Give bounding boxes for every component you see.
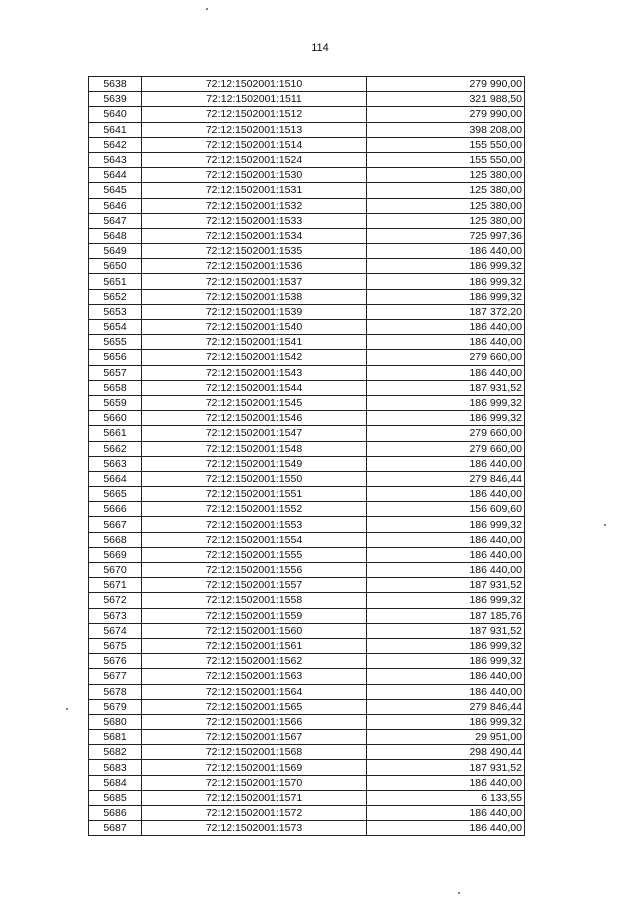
- row-number: 5668: [89, 532, 142, 547]
- cadastral-value-table: [88, 76, 525, 836]
- cadastral-value: 186 440,00: [367, 563, 525, 578]
- table-row: [89, 821, 525, 836]
- cadastral-number: 72:12:1502001:1544: [142, 380, 367, 395]
- table-row: [89, 578, 525, 593]
- cadastral-value: 156 609,60: [367, 502, 525, 517]
- row-number: 5661: [89, 426, 142, 441]
- table-row: [89, 654, 525, 669]
- cadastral-number: 72:12:1502001:1569: [142, 760, 367, 775]
- table-row: [89, 790, 525, 805]
- table-row: [89, 532, 525, 547]
- cadastral-number: 72:12:1502001:1570: [142, 775, 367, 790]
- cadastral-number: 72:12:1502001:1566: [142, 714, 367, 729]
- cadastral-value: 186 440,00: [367, 320, 525, 335]
- table-row: [89, 395, 525, 410]
- cadastral-number: 72:12:1502001:1558: [142, 593, 367, 608]
- cadastral-value: 186 440,00: [367, 775, 525, 790]
- cadastral-value: 6 133,55: [367, 790, 525, 805]
- cadastral-value: 279 660,00: [367, 350, 525, 365]
- table-row: [89, 335, 525, 350]
- table-row: [89, 745, 525, 760]
- cadastral-value: 186 999,32: [367, 654, 525, 669]
- cadastral-value: 279 846,44: [367, 471, 525, 486]
- cadastral-value: 187 931,52: [367, 380, 525, 395]
- cadastral-value: 186 999,32: [367, 411, 525, 426]
- cadastral-number: 72:12:1502001:1573: [142, 821, 367, 836]
- cadastral-value: 125 380,00: [367, 168, 525, 183]
- cadastral-value: 186 999,32: [367, 517, 525, 532]
- table-row: [89, 730, 525, 745]
- row-number: 5681: [89, 730, 142, 745]
- table-row: [89, 623, 525, 638]
- table-row: [89, 760, 525, 775]
- table-body: [89, 77, 525, 836]
- row-number: 5643: [89, 152, 142, 167]
- cadastral-value: 155 550,00: [367, 152, 525, 167]
- table-row: [89, 77, 525, 92]
- cadastral-value: 125 380,00: [367, 213, 525, 228]
- table-row: [89, 304, 525, 319]
- cadastral-number: 72:12:1502001:1553: [142, 517, 367, 532]
- table-row: [89, 487, 525, 502]
- row-number: 5673: [89, 608, 142, 623]
- table-row: [89, 380, 525, 395]
- cadastral-number: 72:12:1502001:1572: [142, 806, 367, 821]
- table-row: [89, 669, 525, 684]
- cadastral-value: 298 490,44: [367, 745, 525, 760]
- cadastral-number: 72:12:1502001:1555: [142, 547, 367, 562]
- row-number: 5671: [89, 578, 142, 593]
- row-number: 5678: [89, 684, 142, 699]
- cadastral-number: 72:12:1502001:1562: [142, 654, 367, 669]
- cadastral-value: 187 931,52: [367, 623, 525, 638]
- cadastral-value: 186 440,00: [367, 456, 525, 471]
- table-row: [89, 441, 525, 456]
- table-row: [89, 806, 525, 821]
- table-row: [89, 244, 525, 259]
- row-number: 5682: [89, 745, 142, 760]
- scan-speck: [604, 524, 606, 526]
- table-row: [89, 122, 525, 137]
- cadastral-number: 72:12:1502001:1533: [142, 213, 367, 228]
- row-number: 5677: [89, 669, 142, 684]
- cadastral-value: 186 440,00: [367, 821, 525, 836]
- cadastral-number: 72:12:1502001:1554: [142, 532, 367, 547]
- row-number: 5683: [89, 760, 142, 775]
- row-number: 5654: [89, 320, 142, 335]
- cadastral-number: 72:12:1502001:1535: [142, 244, 367, 259]
- row-number: 5659: [89, 395, 142, 410]
- cadastral-number: 72:12:1502001:1563: [142, 669, 367, 684]
- cadastral-value: 186 440,00: [367, 547, 525, 562]
- cadastral-number: 72:12:1502001:1552: [142, 502, 367, 517]
- cadastral-number: 72:12:1502001:1560: [142, 623, 367, 638]
- cadastral-number: 72:12:1502001:1532: [142, 198, 367, 213]
- cadastral-value: 321 988,50: [367, 92, 525, 107]
- cadastral-value: 187 372,20: [367, 304, 525, 319]
- row-number: 5667: [89, 517, 142, 532]
- table-row: [89, 411, 525, 426]
- row-number: 5638: [89, 77, 142, 92]
- cadastral-value: 725 997,36: [367, 228, 525, 243]
- cadastral-number: 72:12:1502001:1549: [142, 456, 367, 471]
- table-row: [89, 714, 525, 729]
- table-row: [89, 471, 525, 486]
- row-number: 5672: [89, 593, 142, 608]
- row-number: 5662: [89, 441, 142, 456]
- row-number: 5653: [89, 304, 142, 319]
- cadastral-number: 72:12:1502001:1541: [142, 335, 367, 350]
- row-number: 5656: [89, 350, 142, 365]
- cadastral-value: 29 951,00: [367, 730, 525, 745]
- cadastral-value: 187 931,52: [367, 578, 525, 593]
- row-number: 5664: [89, 471, 142, 486]
- table-row: [89, 152, 525, 167]
- cadastral-number: 72:12:1502001:1568: [142, 745, 367, 760]
- row-number: 5657: [89, 365, 142, 380]
- cadastral-number: 72:12:1502001:1524: [142, 152, 367, 167]
- cadastral-number: 72:12:1502001:1542: [142, 350, 367, 365]
- row-number: 5676: [89, 654, 142, 669]
- row-number: 5652: [89, 289, 142, 304]
- cadastral-value: 187 185,76: [367, 608, 525, 623]
- cadastral-value: 155 550,00: [367, 137, 525, 152]
- table-row: [89, 593, 525, 608]
- cadastral-number: 72:12:1502001:1547: [142, 426, 367, 441]
- cadastral-value: 187 931,52: [367, 760, 525, 775]
- cadastral-value: 279 660,00: [367, 426, 525, 441]
- cadastral-number: 72:12:1502001:1513: [142, 122, 367, 137]
- row-number: 5675: [89, 638, 142, 653]
- cadastral-number: 72:12:1502001:1571: [142, 790, 367, 805]
- cadastral-number: 72:12:1502001:1557: [142, 578, 367, 593]
- table-row: [89, 684, 525, 699]
- table-row: [89, 198, 525, 213]
- scan-speck: [206, 8, 208, 10]
- cadastral-number: 72:12:1502001:1538: [142, 289, 367, 304]
- cadastral-value: 186 999,32: [367, 638, 525, 653]
- cadastral-value: 186 440,00: [367, 532, 525, 547]
- row-number: 5686: [89, 806, 142, 821]
- cadastral-number: 72:12:1502001:1543: [142, 365, 367, 380]
- row-number: 5680: [89, 714, 142, 729]
- row-number: 5650: [89, 259, 142, 274]
- table-row: [89, 517, 525, 532]
- table-row: [89, 92, 525, 107]
- row-number: 5649: [89, 244, 142, 259]
- row-number: 5646: [89, 198, 142, 213]
- cadastral-value: 398 208,00: [367, 122, 525, 137]
- table-row: [89, 699, 525, 714]
- row-number: 5645: [89, 183, 142, 198]
- cadastral-value: 186 440,00: [367, 244, 525, 259]
- cadastral-value: 186 999,32: [367, 274, 525, 289]
- table-row: [89, 426, 525, 441]
- cadastral-value: 125 380,00: [367, 183, 525, 198]
- row-number: 5639: [89, 92, 142, 107]
- cadastral-number: 72:12:1502001:1534: [142, 228, 367, 243]
- cadastral-value: 186 999,32: [367, 289, 525, 304]
- table-row: [89, 274, 525, 289]
- row-number: 5684: [89, 775, 142, 790]
- cadastral-value: 125 380,00: [367, 198, 525, 213]
- table-row: [89, 563, 525, 578]
- cadastral-number: 72:12:1502001:1548: [142, 441, 367, 456]
- row-number: 5642: [89, 137, 142, 152]
- cadastral-value: 186 440,00: [367, 684, 525, 699]
- row-number: 5669: [89, 547, 142, 562]
- cadastral-number: 72:12:1502001:1559: [142, 608, 367, 623]
- table-row: [89, 289, 525, 304]
- row-number: 5640: [89, 107, 142, 122]
- cadastral-value: 186 440,00: [367, 335, 525, 350]
- table-row: [89, 259, 525, 274]
- row-number: 5665: [89, 487, 142, 502]
- table-row: [89, 183, 525, 198]
- cadastral-value: 279 990,00: [367, 107, 525, 122]
- row-number: 5655: [89, 335, 142, 350]
- row-number: 5647: [89, 213, 142, 228]
- page-number: 114: [311, 42, 329, 54]
- cadastral-number: 72:12:1502001:1565: [142, 699, 367, 714]
- row-number: 5679: [89, 699, 142, 714]
- cadastral-number: 72:12:1502001:1540: [142, 320, 367, 335]
- cadastral-value: 279 990,00: [367, 77, 525, 92]
- table-row: [89, 320, 525, 335]
- cadastral-number: 72:12:1502001:1539: [142, 304, 367, 319]
- row-number: 5663: [89, 456, 142, 471]
- row-number: 5687: [89, 821, 142, 836]
- table-row: [89, 228, 525, 243]
- cadastral-number: 72:12:1502001:1550: [142, 471, 367, 486]
- cadastral-value: 279 660,00: [367, 441, 525, 456]
- cadastral-number: 72:12:1502001:1545: [142, 395, 367, 410]
- table-row: [89, 350, 525, 365]
- table-row: [89, 456, 525, 471]
- cadastral-number: 72:12:1502001:1511: [142, 92, 367, 107]
- row-number: 5648: [89, 228, 142, 243]
- row-number: 5670: [89, 563, 142, 578]
- row-number: 5651: [89, 274, 142, 289]
- cadastral-value: 186 999,32: [367, 395, 525, 410]
- cadastral-number: 72:12:1502001:1564: [142, 684, 367, 699]
- table-row: [89, 168, 525, 183]
- cadastral-number: 72:12:1502001:1512: [142, 107, 367, 122]
- cadastral-value: 186 440,00: [367, 365, 525, 380]
- table-row: [89, 137, 525, 152]
- cadastral-value: 186 999,32: [367, 593, 525, 608]
- table-row: [89, 608, 525, 623]
- cadastral-number: 72:12:1502001:1514: [142, 137, 367, 152]
- cadastral-number: 72:12:1502001:1537: [142, 274, 367, 289]
- cadastral-number: 72:12:1502001:1510: [142, 77, 367, 92]
- table-row: [89, 775, 525, 790]
- scan-speck: [458, 892, 460, 894]
- cadastral-value: 186 440,00: [367, 806, 525, 821]
- cadastral-value: 186 999,32: [367, 259, 525, 274]
- cadastral-number: 72:12:1502001:1536: [142, 259, 367, 274]
- row-number: 5685: [89, 790, 142, 805]
- table-row: [89, 107, 525, 122]
- row-number: 5641: [89, 122, 142, 137]
- table-row: [89, 365, 525, 380]
- row-number: 5658: [89, 380, 142, 395]
- cadastral-value: 186 999,32: [367, 714, 525, 729]
- row-number: 5674: [89, 623, 142, 638]
- cadastral-number: 72:12:1502001:1530: [142, 168, 367, 183]
- cadastral-number: 72:12:1502001:1546: [142, 411, 367, 426]
- table-row: [89, 638, 525, 653]
- row-number: 5644: [89, 168, 142, 183]
- table-row: [89, 547, 525, 562]
- cadastral-value: 186 440,00: [367, 669, 525, 684]
- cadastral-number: 72:12:1502001:1556: [142, 563, 367, 578]
- cadastral-number: 72:12:1502001:1567: [142, 730, 367, 745]
- row-number: 5660: [89, 411, 142, 426]
- cadastral-number: 72:12:1502001:1551: [142, 487, 367, 502]
- cadastral-value: 186 440,00: [367, 487, 525, 502]
- scan-speck: [66, 708, 68, 710]
- cadastral-number: 72:12:1502001:1561: [142, 638, 367, 653]
- table-row: [89, 213, 525, 228]
- table-row: [89, 502, 525, 517]
- cadastral-number: 72:12:1502001:1531: [142, 183, 367, 198]
- row-number: 5666: [89, 502, 142, 517]
- cadastral-value: 279 846,44: [367, 699, 525, 714]
